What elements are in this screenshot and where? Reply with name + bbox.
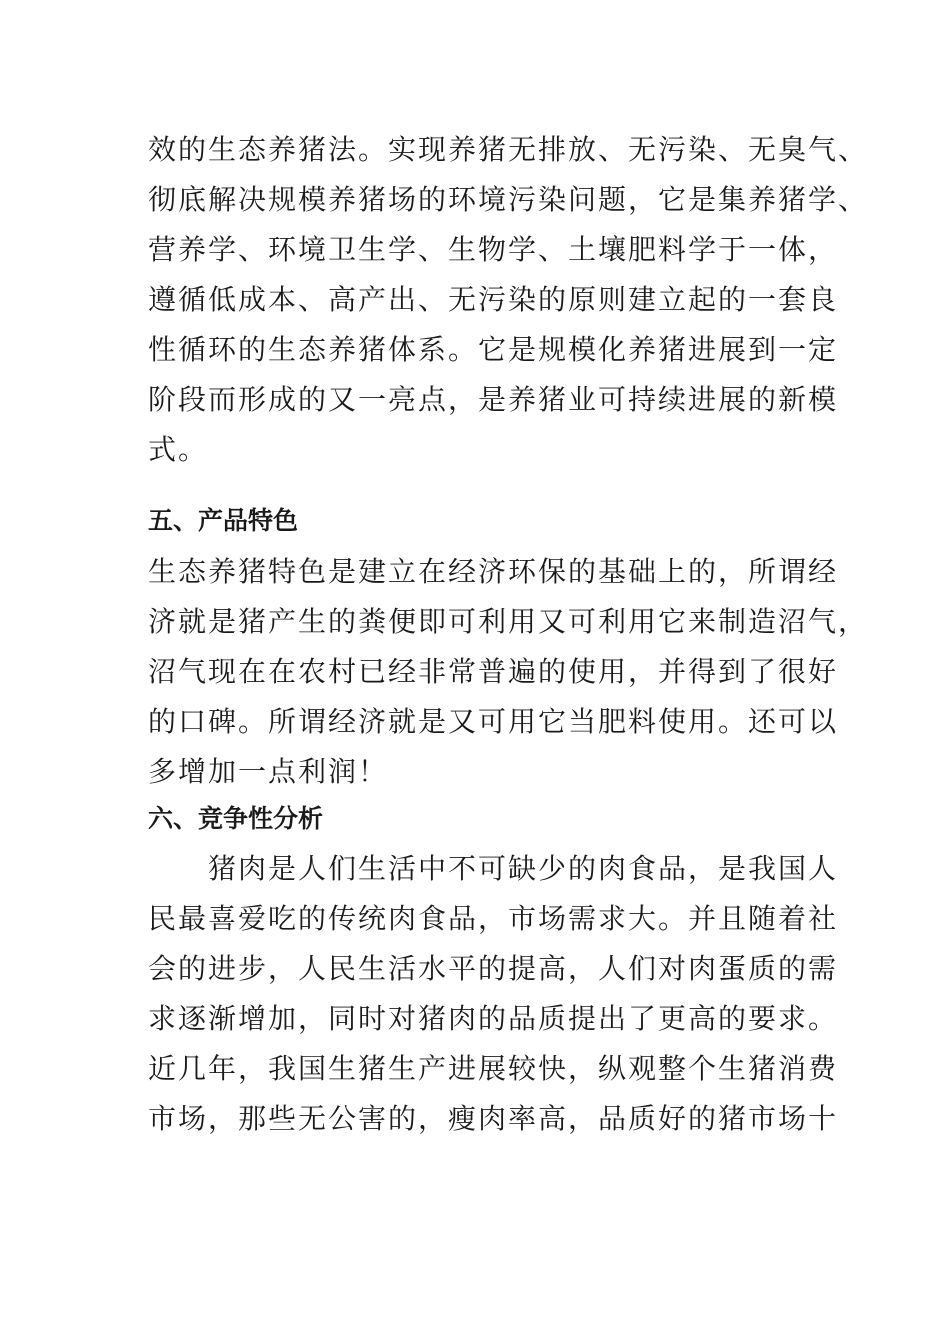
paragraph-line: 会的进步，人民生活水平的提高，人们对肉蛋质的需 [148,952,839,985]
paragraph-line: 式。 [148,433,209,466]
paragraph-line: 市场，那些无公害的，瘦肉率高，品质好的猪市场十 [148,1102,839,1135]
paragraph-line: 营养学、环境卫生学、生物学、土壤肥料学于一体， [148,233,839,266]
paragraph-line: 民最喜爱吃的传统肉食品，市场需求大。并且随着社 [148,902,839,935]
paragraph-line: 多增加一点利润！ [148,755,389,788]
section-heading-competition-analysis: 六、竞争性分析 [148,804,324,833]
paragraph-line: 彻底解决规模养猪场的环境污染问题，它是集养猪学、 [148,183,869,216]
paragraph-line: 济就是猪产生的粪便即可利用又可利用它来制造沼气， [148,605,869,638]
paragraph-line: 近几年，我国生猪生产进展较快，纵观整个生猪消费 [148,1052,839,1085]
paragraph-line: 生态养猪特色是建立在经济环保的基础上的，所谓经 [148,555,839,588]
paragraph-line: 阶段而形成的又一亮点，是养猪业可持续进展的新模 [148,383,839,416]
paragraph-line: 猪肉是人们生活中不可缺少的肉食品，是我国人 [148,852,839,885]
section-heading-product-features: 五、产品特色 [148,506,299,535]
paragraph-line: 效的生态养猪法。实现养猪无排放、无污染、无臭气、 [148,133,869,166]
paragraph-line: 沼气现在在农村已经非常普遍的使用，并得到了很好 [148,655,839,688]
paragraph-line: 性循环的生态养猪体系。它是规模化养猪进展到一定 [148,333,839,366]
paragraph-line: 遵循低成本、高产出、无污染的原则建立起的一套良 [148,283,839,316]
paragraph-line: 的口碑。所谓经济就是又可用它当肥料使用。还可以 [148,705,839,738]
paragraph-line: 求逐渐增加，同时对猪肉的品质提出了更高的要求。 [148,1002,839,1035]
